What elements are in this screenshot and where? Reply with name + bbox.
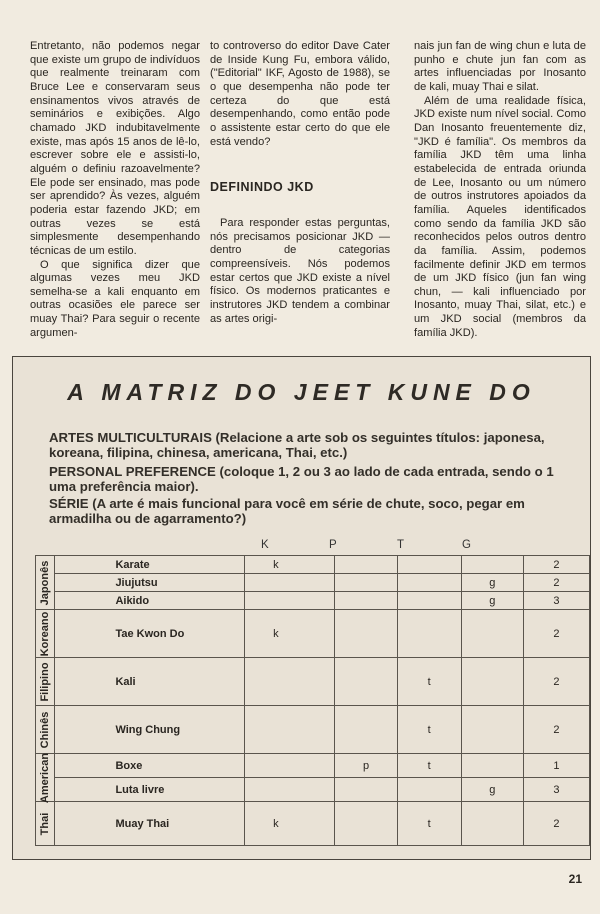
- preference-cell: 2: [523, 610, 589, 658]
- matrix-table: [35, 555, 590, 846]
- matrix-box: [12, 356, 591, 860]
- section-title: DEFININDO JKD: [210, 180, 314, 195]
- table-row: [36, 754, 590, 778]
- column-2: [210, 40, 390, 326]
- grapple-cell: [461, 802, 523, 846]
- trap-cell: [397, 778, 461, 802]
- table-row: [36, 778, 590, 802]
- kick-cell: [245, 754, 335, 778]
- group-label: Japonês: [39, 560, 52, 605]
- group-label-cell: [36, 658, 55, 706]
- preference-cell: 2: [523, 658, 589, 706]
- art-name-cell: Aikido: [55, 592, 245, 610]
- trap-cell: t: [397, 706, 461, 754]
- punch-cell: [335, 556, 397, 574]
- art-name-cell: Jiujutsu: [55, 574, 245, 592]
- punch-cell: [335, 574, 397, 592]
- grapple-cell: g: [461, 574, 523, 592]
- kick-cell: [245, 658, 335, 706]
- matrix-title: A MATRIZ DO JEET KUNE DO: [67, 379, 536, 405]
- grapple-cell: g: [461, 778, 523, 802]
- group-label: Chinês: [39, 711, 52, 748]
- preference-cell: 2: [523, 802, 589, 846]
- page-number: 21: [568, 872, 582, 886]
- kick-cell: k: [245, 556, 335, 574]
- trap-cell: [397, 556, 461, 574]
- preference-cell: 1: [523, 754, 589, 778]
- punch-cell: [335, 658, 397, 706]
- trap-cell: t: [397, 802, 461, 846]
- art-name-cell: Luta livre: [55, 778, 245, 802]
- trap-cell: t: [397, 754, 461, 778]
- art-name-cell: Muay Thai: [55, 802, 245, 846]
- column-header-t: T: [397, 539, 405, 551]
- paragraph: Para responder estas perguntas, nós precisamos posicionar JKD — dentro de categorias compreensíveis. Nós podemos estar certos que JKD existe a nível físico. Os modernos praticantes e instrutores JKD tendem a combinar as artes origi-: [210, 216, 390, 325]
- trap-cell: t: [397, 658, 461, 706]
- kick-cell: [245, 706, 335, 754]
- paragraph: nais jun fan de wing chun e luta de punho e chute jun fan com as artes influenciadas por Inosanto de kali, muay Thai e silat.: [414, 40, 586, 93]
- group-label-cell: [36, 556, 55, 610]
- art-name-cell: Karate: [55, 556, 245, 574]
- trap-cell: [397, 592, 461, 610]
- table-row: [36, 706, 590, 754]
- table-row: [36, 610, 590, 658]
- punch-cell: [335, 778, 397, 802]
- preference-cell: 3: [523, 778, 589, 802]
- kick-cell: k: [245, 610, 335, 658]
- group-label: American: [39, 752, 52, 803]
- group-label-cell: [36, 610, 55, 658]
- grapple-cell: [461, 556, 523, 574]
- paragraph: to controverso do editor Dave Cater de Inside Kung Fu, embora válido, ("Editorial" IKF, Agosto de 1988), se o que desempenha não pode ter certeza do que está desempenhando, como então pode o assistente estar certo do que ele está vendo?: [210, 40, 390, 148]
- kick-cell: [245, 574, 335, 592]
- punch-cell: p: [335, 754, 397, 778]
- instruction-multicultural: ARTES MULTICULTURAIS (Relacione a arte sob os seguintes títulos: japonesa, koreana, filipina, chinesa, americana, Thai, etc.): [49, 430, 545, 460]
- group-label: Filipino: [39, 661, 52, 702]
- kick-cell: k: [245, 802, 335, 846]
- column-header-g: G: [462, 539, 471, 551]
- article-columns: [0, 0, 600, 350]
- table-row: [36, 556, 590, 574]
- punch-cell: [335, 706, 397, 754]
- grapple-cell: [461, 658, 523, 706]
- column-header-k: K: [261, 539, 269, 551]
- grapple-cell: g: [461, 592, 523, 610]
- preference-cell: 2: [523, 556, 589, 574]
- trap-cell: [397, 574, 461, 592]
- punch-cell: [335, 610, 397, 658]
- preference-cell: 2: [523, 706, 589, 754]
- table-row: [36, 658, 590, 706]
- instruction-series: SÉRIE (A arte é mais funcional para você em série de chute, soco, pegar em armadilha ou de agarramento?): [49, 496, 525, 526]
- column-3: [414, 40, 586, 340]
- table-row: [36, 592, 590, 610]
- grapple-cell: [461, 706, 523, 754]
- group-label-cell: [36, 706, 55, 754]
- group-label-cell: [36, 802, 55, 846]
- art-name-cell: Kali: [55, 658, 245, 706]
- group-label: Thai: [39, 812, 52, 835]
- art-name-cell: Tae Kwon Do: [55, 610, 245, 658]
- art-name-cell: Boxe: [55, 754, 245, 778]
- punch-cell: [335, 802, 397, 846]
- kick-cell: [245, 778, 335, 802]
- preference-cell: 3: [523, 592, 589, 610]
- table-row: [36, 574, 590, 592]
- instruction-preference: PERSONAL PREFERENCE (coloque 1, 2 ou 3 ao lado de cada entrada, sendo o 1 uma preferência maior).: [49, 464, 554, 494]
- table-row: [36, 802, 590, 846]
- paragraph: Além de uma realidade física, JKD existe num nível social. Como Dan Inosanto freuentemente diz, "JKD é família". Os membros da família JKD têm uma linha estabelecida de entrada oriunda de Lee, Inosanto ou um número de outros instrutores apoiados da família. Aqueles identificados como sendo da família JKD são reconhecidos pelos outros dentro da família. Assim, podemos facilmente definir JKD em termos de um JKD físico (jun fan wing chun, — kali influenciado por Inosanto, muay Thai, silat, etc.) e um JKD social (membros da família JKD).: [414, 94, 586, 339]
- column-header-p: P: [329, 539, 337, 551]
- paragraph: O que significa dizer que algumas vezes meu JKD semelha-se a kali enquanto em outras ocasiões ele parece ser muay Thai? Para seguir o recente argumen-: [30, 258, 200, 339]
- paragraph: Entretanto, não podemos negar que existe um grupo de indivíduos que realmente treinaram com Bruce Lee e conservaram seus ensinamentos vivos através de seminários e exibições. Algo chamado JKD indubitavelmente existe, mas após 15 anos de lê-lo, escrever sobre ele e assisti-lo, alguém o definiu razoavelmente? Ele pode ser ensinado, mas pode ser aprendido? Às vezes, alguém poderia estar fazendo JKD; em outras vezes se está simplesmente desempenhando técnicas de um estilo.: [30, 40, 200, 257]
- group-label-cell: [36, 754, 55, 802]
- grapple-cell: [461, 754, 523, 778]
- punch-cell: [335, 592, 397, 610]
- art-name-cell: Wing Chung: [55, 706, 245, 754]
- grapple-cell: [461, 610, 523, 658]
- group-label: Koreano: [39, 611, 52, 656]
- trap-cell: [397, 610, 461, 658]
- preference-cell: 2: [523, 574, 589, 592]
- kick-cell: [245, 592, 335, 610]
- column-1: [30, 40, 200, 340]
